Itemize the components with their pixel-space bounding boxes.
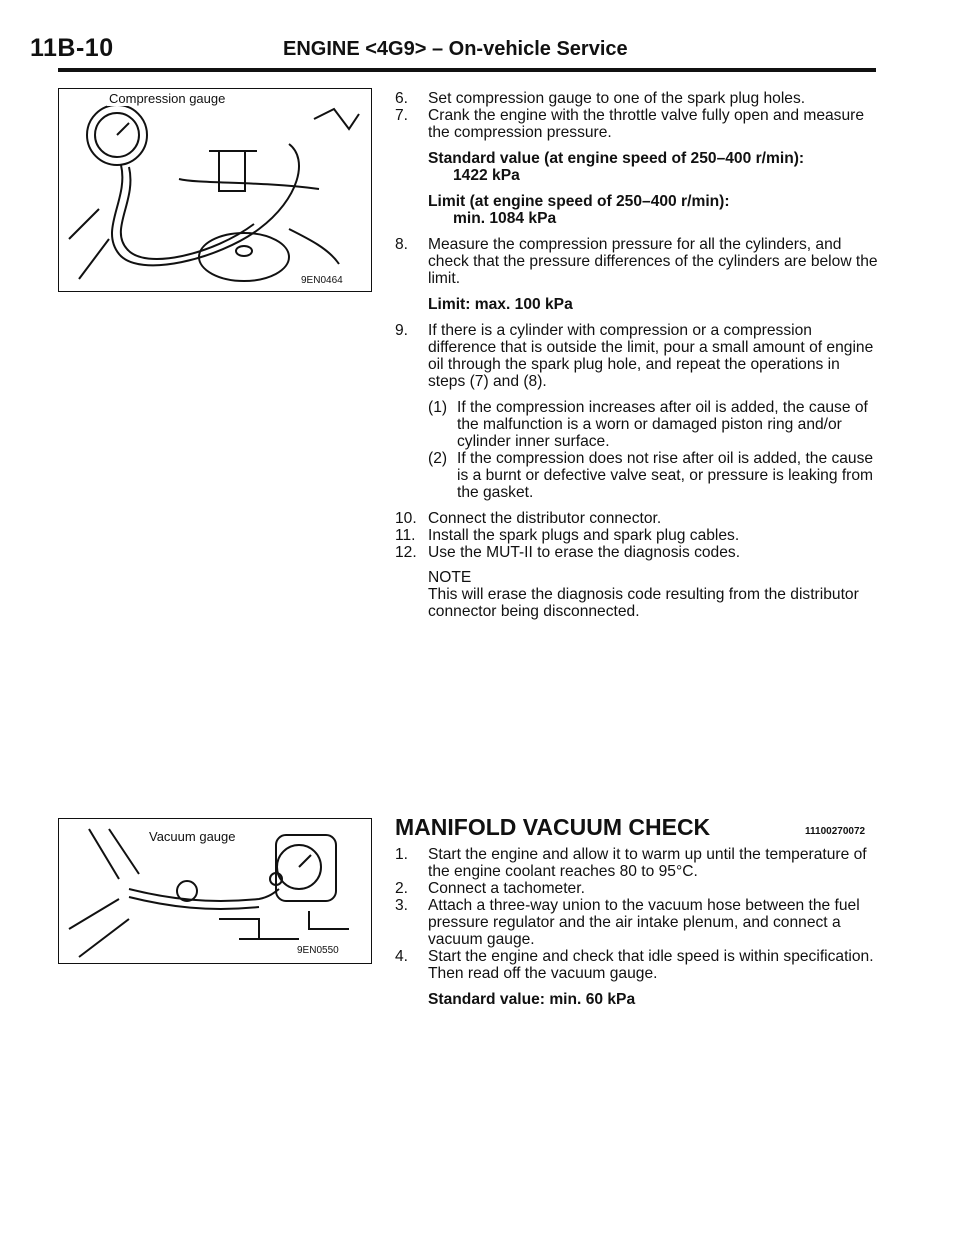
step (395, 236, 881, 287)
step-text: If there is a cylinder with compression or a compression difference that is outside the limit, pour a small amount of engine oil through the spark plug hole, and repeat the operations in steps (7) and (8). (428, 322, 874, 390)
compression-gauge-figure (58, 88, 372, 292)
step-number: 6. (395, 90, 409, 107)
step (395, 90, 881, 107)
vacuum-gauge-figure (58, 818, 372, 964)
step (395, 897, 881, 948)
step-text: Crank the engine with the throttle valve fully open and measure the compression pressure. (428, 107, 865, 141)
figure-id: 9EN0550 (297, 945, 339, 956)
step-number: 4. (395, 948, 409, 965)
step-number: 1. (395, 846, 409, 863)
sub-step-text: If the compression does not rise after oil is added, the cause is a burnt or defective valve seat, or pressure is leaking from the gasket. (457, 450, 874, 501)
standard-value-label: Standard value (at engine speed of 250–400 r/min): (428, 150, 805, 167)
sub-step-text: If the compression increases after oil is added, the cause of the malfunction is a worn or damaged piston ring and/or cylinder inner surface. (457, 399, 868, 450)
step (395, 527, 881, 544)
page-title: ENGINE <4G9> – On-vehicle Service (283, 38, 628, 60)
note-heading: NOTE (428, 569, 472, 586)
step-text: Measure the compression pressure for all the cylinders, and check that the pressure differences of the cylinders are below the limit. (428, 236, 878, 287)
step-text: Use the MUT-II to erase the diagnosis codes. (428, 544, 741, 561)
step (395, 322, 881, 390)
step-number: 2. (395, 880, 409, 897)
step (395, 544, 881, 561)
vacuum-standard-value: Standard value: min. 60 kPa (428, 991, 636, 1008)
step (395, 846, 881, 880)
step-text: Start the engine and allow it to warm up until the temperature of the engine coolant reaches 80 to 95°C. (428, 846, 867, 880)
limit-label: Limit (at engine speed of 250–400 r/min): (428, 193, 730, 210)
step-text: Attach a three-way union to the vacuum hose between the fuel pressure regulator and the air intake plenum, and connect a vacuum gauge. (428, 897, 860, 948)
step-text: Start the engine and check that idle speed is within specification. Then read off the vacuum gauge. (428, 948, 874, 982)
standard-value: 1422 kPa (453, 167, 520, 184)
section-heading: MANIFOLD VACUUM CHECK (395, 814, 711, 840)
section-code: 11100270072 (805, 826, 866, 837)
step-text: Install the spark plugs and spark plug cables. (428, 527, 740, 544)
step (395, 107, 881, 141)
limit-value: min. 1084 kPa (453, 210, 557, 227)
compression-gauge-label: Compression gauge (109, 91, 226, 106)
difference-limit: Limit: max. 100 kPa (428, 296, 573, 313)
sub-step (428, 450, 881, 501)
compression-gauge-illustration (59, 89, 371, 291)
step-number: 10. (395, 510, 417, 527)
vacuum-procedure (395, 846, 881, 1008)
step-number: 9. (395, 322, 409, 339)
step-text: Connect a tachometer. (428, 880, 585, 897)
note-text: This will erase the diagnosis code resulting from the distributor connector being disconnected. (428, 586, 859, 620)
step-number: 3. (395, 897, 409, 914)
section-number: 11B-10 (30, 34, 114, 62)
step-text: Set compression gauge to one of the spark plug holes. (428, 90, 806, 107)
step (395, 880, 881, 897)
sub-step-number: (1) (428, 399, 448, 416)
step-number: 12. (395, 544, 417, 561)
vacuum-gauge-label: Vacuum gauge (149, 829, 236, 844)
step (395, 510, 881, 527)
step-number: 8. (395, 236, 409, 253)
figure-id: 9EN0464 (301, 275, 343, 286)
step-number: 11. (395, 527, 416, 544)
step (395, 948, 881, 982)
sub-step (428, 399, 881, 450)
compression-procedure (395, 90, 881, 620)
step-text: Connect the distributor connector. (428, 510, 662, 527)
step-number: 7. (395, 107, 409, 124)
header-rule (58, 68, 876, 72)
sub-step-number: (2) (428, 450, 448, 467)
